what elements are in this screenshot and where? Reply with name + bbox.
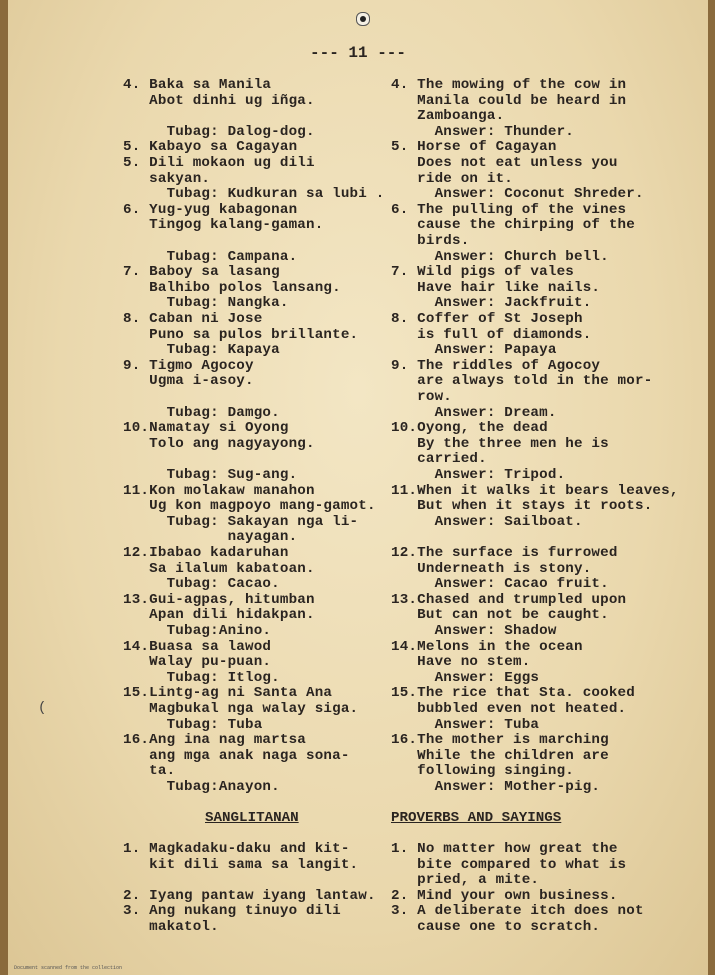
riddle-line: Walay pu-puan.: [123, 654, 272, 671]
document-page: [8, 0, 708, 975]
riddle-line: Puno sa pulos brillante.: [123, 326, 359, 343]
saying-line: makatol.: [123, 919, 219, 935]
margin-mark: (: [38, 700, 47, 716]
riddle-line: 4. Baka sa Manila: [123, 77, 272, 93]
proverb-line: cause one to scratch.: [391, 919, 601, 935]
translation-line: Have hair like nails.: [391, 279, 601, 296]
translation-line: carried.: [391, 451, 487, 468]
proverbs-heading: PROVERBS AND SAYINGS: [391, 810, 562, 826]
riddle-line: 12.Ibabao kadaruhan: [123, 545, 289, 561]
translation-line: Answer: Sailboat.: [391, 513, 583, 530]
translation-line: 13.Chased and trumpled upon: [391, 591, 627, 608]
riddle-line: Tingog kalang-gaman.: [123, 217, 324, 234]
translation-line: following singing.: [391, 763, 574, 780]
riddle-line: Tubag: Itlog.: [123, 669, 280, 686]
riddle-line: nayagan.: [123, 529, 298, 546]
riddle-line: 11.Kon molakaw manahon: [123, 482, 315, 499]
translation-line: row.: [391, 389, 452, 405]
translation-line: 15.The rice that Sta. cooked: [391, 685, 635, 702]
translation-line: 11.When it walks it bears leaves,: [391, 482, 679, 499]
riddle-line: 5. Dili mokaon ug dili: [123, 155, 315, 171]
translation-line: are always told in the mor-: [391, 373, 653, 390]
riddle-line: ta.: [123, 763, 176, 780]
riddle-line: Tubag:Anayon.: [123, 779, 280, 795]
translation-line: Does not eat unless you: [391, 155, 618, 171]
translation-line: Answer: Jackfruit.: [391, 295, 592, 312]
riddle-line: Tubag: Kapaya: [123, 342, 280, 359]
saying-line: 2. Iyang pantaw iyang lantaw.: [123, 887, 376, 904]
translation-line: Zamboanga.: [391, 108, 505, 125]
proverb-line: 1. No matter how great the: [391, 841, 618, 857]
translation-line: Answer: Cacao fruit.: [391, 576, 609, 593]
translation-line: 16.The mother is marching: [391, 732, 609, 749]
translation-line: Have no stem.: [391, 654, 531, 671]
riddle-line: 14.Buasa sa lawod: [123, 638, 272, 655]
riddle-line: 10.Namatay si Oyong: [123, 420, 289, 437]
saying-line: kit dili sama sa langit.: [123, 856, 359, 873]
translation-line: birds.: [391, 233, 470, 249]
translation-line: Answer: Dream.: [391, 404, 557, 421]
translation-line: 4. The mowing of the cow in: [391, 77, 627, 93]
riddle-line: Tubag: Tuba: [123, 716, 263, 733]
riddle-line: Tubag:Anino.: [123, 623, 272, 639]
riddle-line: 16.Ang ina nag martsa: [123, 732, 306, 749]
riddle-line: Ug kon magpoyo mang-gamot.: [123, 498, 376, 515]
riddle-line: sakyan.: [123, 170, 211, 187]
translation-line: is full of diamonds.: [391, 326, 592, 343]
riddle-line: Abot dinhi ug iñga.: [123, 92, 315, 109]
translation-line: Answer: Tuba: [391, 716, 540, 733]
translation-line: bubbled even not heated.: [391, 701, 627, 717]
proverb-line: bite compared to what is: [391, 856, 627, 873]
riddle-line: Tubag: Dalog-dog.: [123, 123, 315, 140]
translation-line: Answer: Eggs: [391, 669, 540, 686]
riddle-line: Ugma i-asoy.: [123, 373, 254, 390]
riddle-line: Apan dili hidakpan.: [123, 607, 315, 624]
saying-line: 1. Magkadaku-daku and kit-: [123, 841, 350, 857]
translation-line: While the children are: [391, 747, 609, 764]
translation-line: 5. Horse of Cagayan: [391, 139, 557, 156]
binding-hole-icon: [356, 12, 370, 26]
riddle-line: Tubag: Sug-ang.: [123, 467, 298, 483]
translation-line: ride on it.: [391, 170, 513, 187]
translation-line: cause the chirping of the: [391, 217, 635, 234]
riddle-line: 5. Kabayo sa Cagayan: [123, 139, 298, 156]
translation-line: Answer: Tripod.: [391, 467, 566, 483]
riddle-line: Magbukal nga walay siga.: [123, 701, 359, 717]
riddle-line: 8. Caban ni Jose: [123, 311, 263, 327]
proverb-line: 3. A deliberate itch does not: [391, 903, 644, 920]
translation-line: 14.Melons in the ocean: [391, 638, 583, 655]
translation-line: Answer: Shadow: [391, 623, 557, 639]
riddle-line: 7. Baboy sa lasang: [123, 264, 280, 281]
riddle-line: Tolo ang nagyayong.: [123, 435, 315, 452]
riddle-line: 13.Gui-agpas, hitumban: [123, 591, 315, 608]
sanglitanan-heading: SANGLITANAN: [205, 810, 299, 826]
riddle-line: Sa ilalum kabatoan.: [123, 560, 315, 577]
translation-line: Answer: Church bell.: [391, 248, 609, 265]
translation-line: 6. The pulling of the vines: [391, 201, 627, 218]
proverb-line: pried, a mite.: [391, 872, 540, 889]
translation-line: But when it stays it roots.: [391, 498, 653, 515]
riddle-line: 15.Lintg-ag ni Santa Ana: [123, 685, 333, 702]
proverb-line: 2. Mind your own business.: [391, 887, 618, 904]
riddle-line: Balhibo polos lansang.: [123, 279, 341, 296]
riddle-line: ang mga anak naga sona-: [123, 747, 350, 764]
riddle-line: Tubag: Sakayan nga li-: [123, 513, 359, 530]
translation-line: 9. The riddles of Agocoy: [391, 357, 601, 374]
translation-line: 8. Coffer of St Joseph: [391, 311, 583, 327]
riddle-line: Tubag: Damgo.: [123, 404, 280, 421]
translation-line: 10.Oyong, the dead: [391, 420, 548, 437]
translation-line: By the three men he is: [391, 435, 609, 452]
translation-line: Answer: Mother-pig.: [391, 779, 601, 795]
scan-footer: Document scanned from the collection: [14, 965, 123, 971]
riddle-line: Tubag: Campana.: [123, 248, 298, 265]
saying-line: 3. Ang nukang tinuyo dili: [123, 903, 341, 920]
translation-line: 12.The surface is furrowed: [391, 545, 618, 561]
page-number: --- 11 ---: [309, 44, 406, 62]
translation-line: Answer: Papaya: [391, 342, 557, 359]
translation-line: Underneath is stony.: [391, 560, 592, 577]
riddle-line: Tubag: Nangka.: [123, 295, 289, 312]
translation-line: Manila could be heard in: [391, 92, 627, 109]
riddle-line: Tubag: Kudkuran sa lubi .: [123, 186, 385, 203]
riddle-line: 9. Tigmo Agocoy: [123, 357, 254, 374]
translation-line: Answer: Thunder.: [391, 123, 574, 140]
translation-line: But can not be caught.: [391, 607, 609, 624]
riddle-line: Tubag: Cacao.: [123, 576, 280, 593]
translation-line: 7. Wild pigs of vales: [391, 264, 574, 281]
translation-line: Answer: Coconut Shreder.: [391, 186, 644, 203]
riddle-line: 6. Yug-yug kabagonan: [123, 201, 298, 218]
